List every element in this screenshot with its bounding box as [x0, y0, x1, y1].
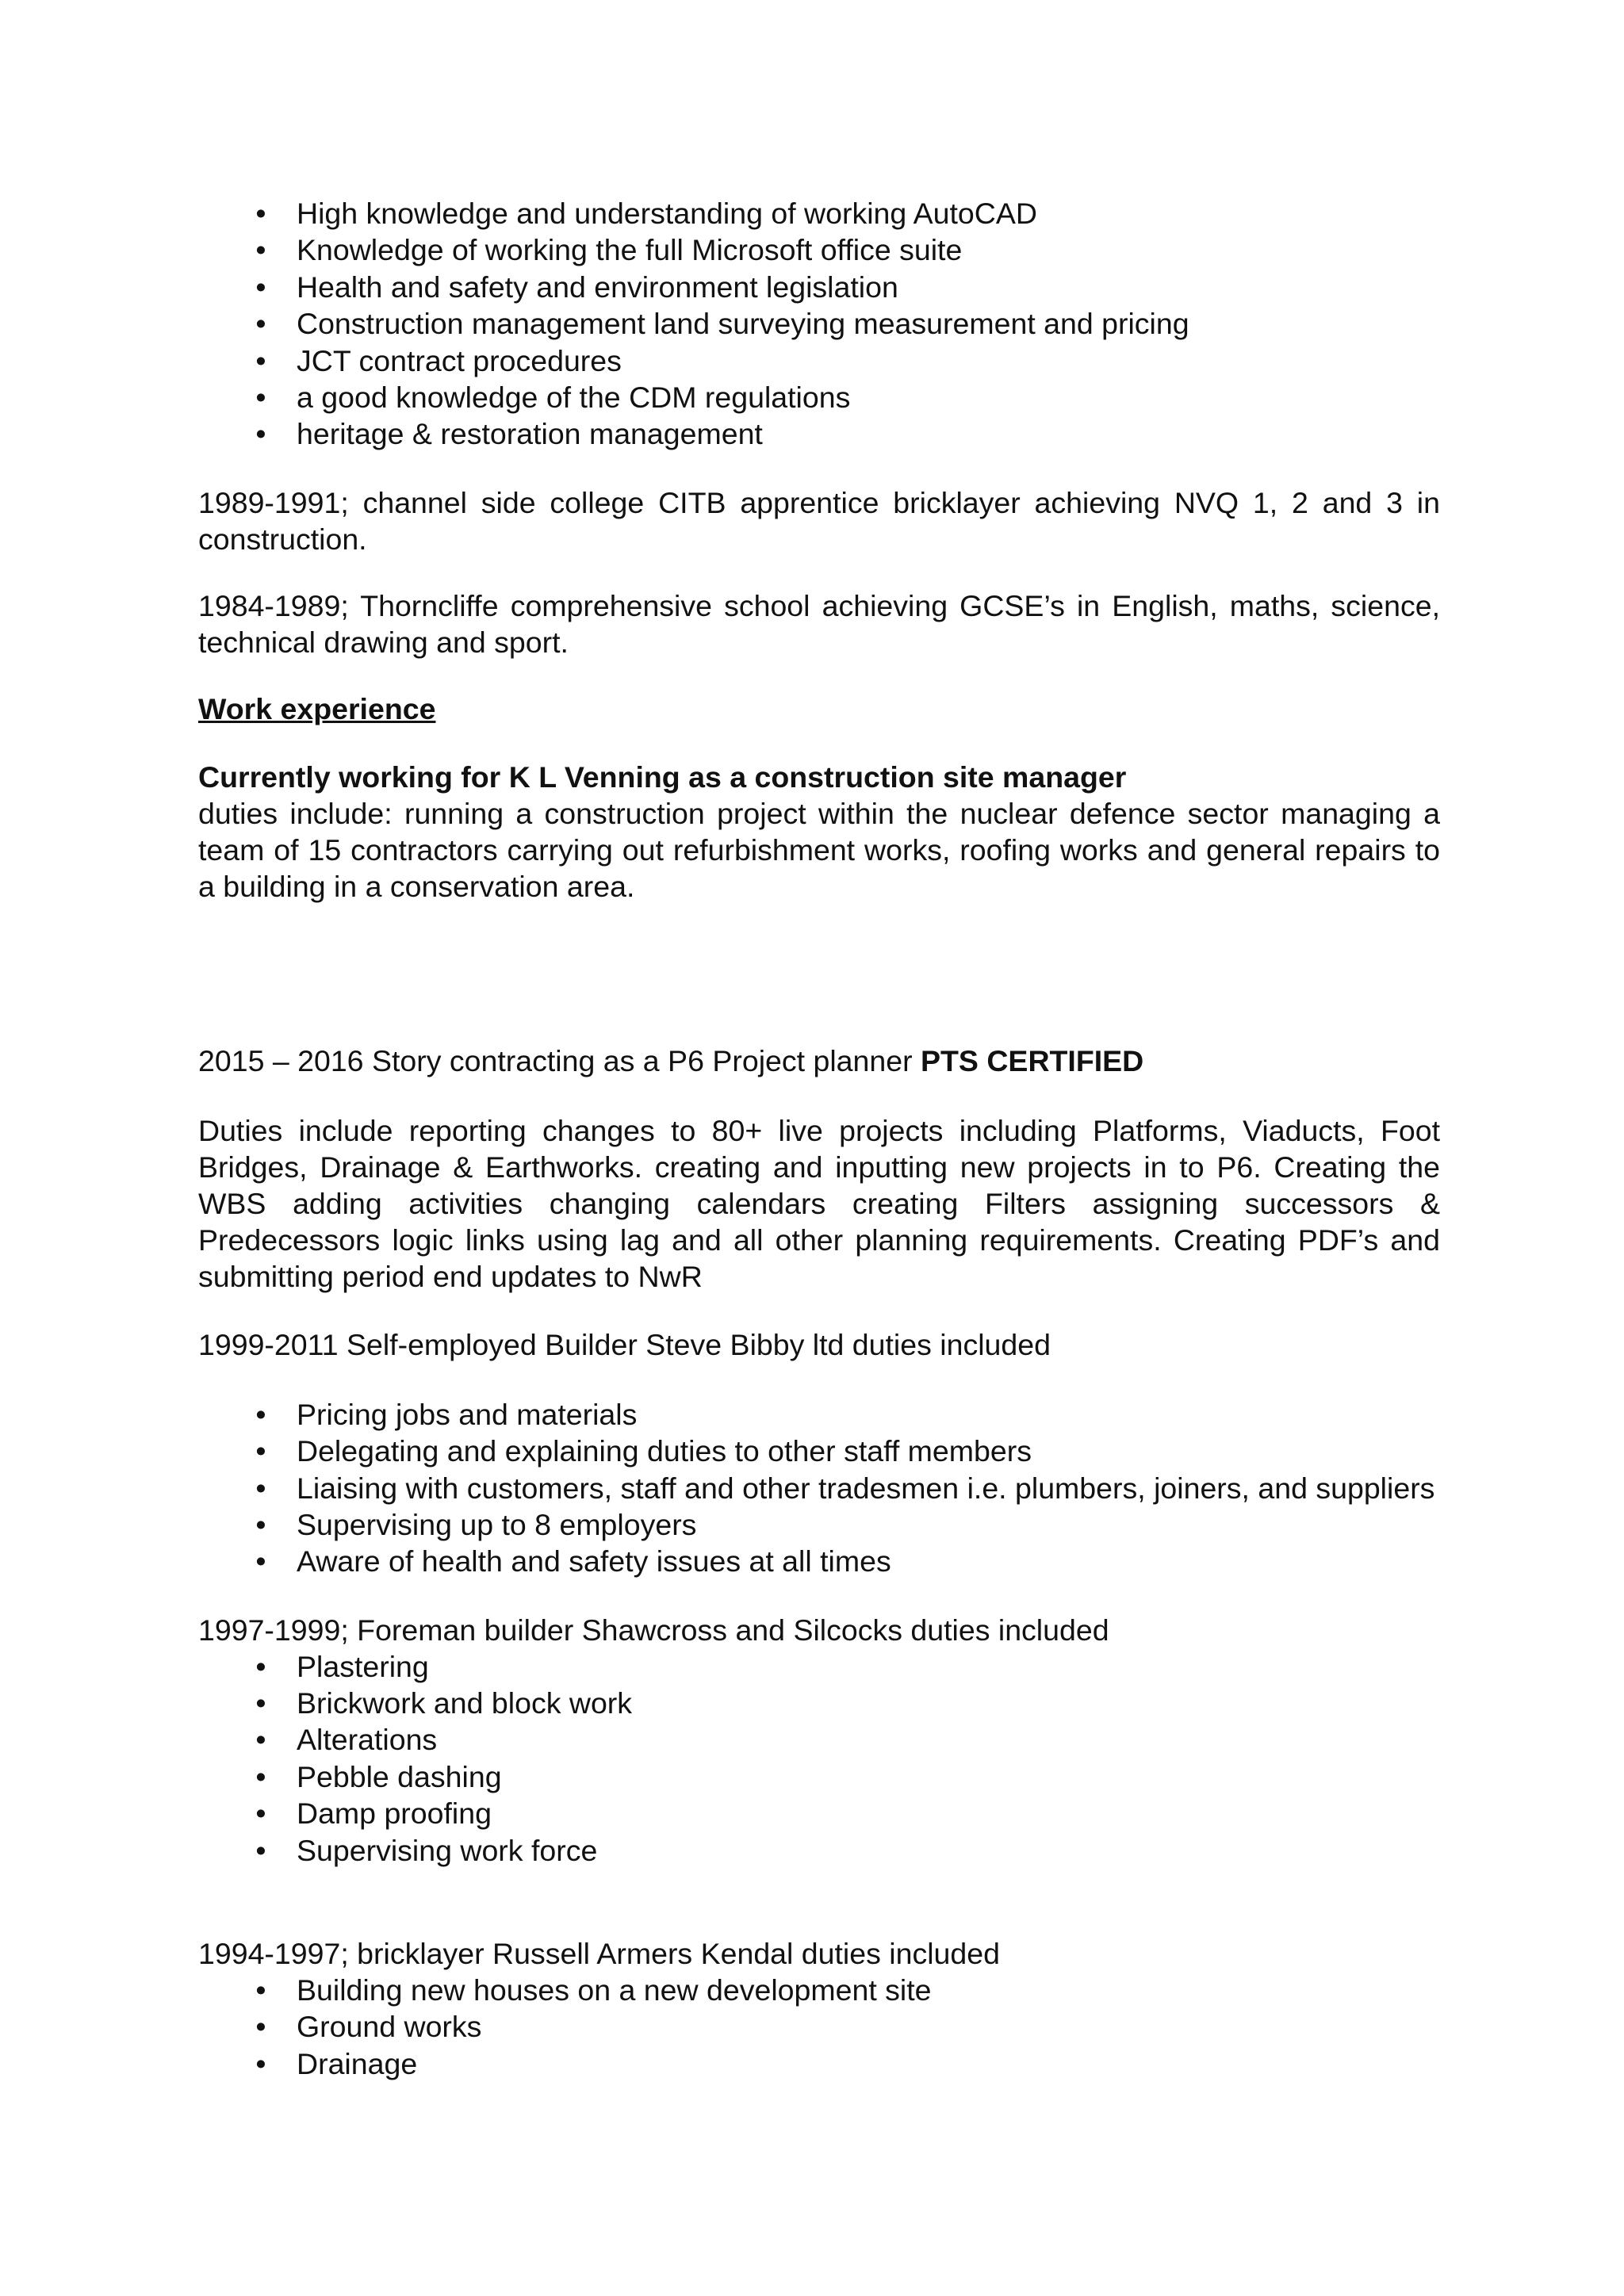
duty-text: Pebble dashing — [297, 1759, 502, 1793]
duty-text: Plastering — [297, 1649, 429, 1683]
story-certified-badge: PTS CERTIFIED — [921, 1043, 1144, 1077]
bullet-icon: • — [255, 1397, 266, 1431]
bullet-icon: • — [255, 1759, 266, 1793]
skills-list — [198, 195, 1440, 453]
list-item — [198, 1758, 1440, 1795]
list-item — [198, 2045, 1440, 2082]
list-item — [198, 1470, 1440, 1506]
duty-text: Drainage — [297, 2046, 418, 2080]
bullet-icon: • — [255, 270, 266, 304]
list-item — [198, 232, 1440, 268]
list-item — [198, 195, 1440, 232]
current-job-duties: duties include: running a construction project within the nuclear defence sector managing a team of 15 contractors carrying out refurbishment works, roofing works and general repairs to a building in a conservation area. — [198, 796, 1440, 903]
bullet-icon: • — [255, 1507, 266, 1541]
duty-text: Delegating and explaining duties to other staff members — [297, 1434, 1032, 1468]
bullet-icon: • — [255, 1434, 266, 1468]
bullet-icon: • — [255, 307, 266, 341]
skill-text: Construction management land surveying measurement and pricing — [297, 307, 1189, 341]
duty-text: Brickwork and block work — [297, 1686, 633, 1720]
list-item — [198, 342, 1440, 379]
current-job-title: Currently working for K L Venning as a construction site manager — [198, 760, 1127, 794]
work-experience-heading: Work experience — [198, 691, 436, 725]
list-item — [198, 2008, 1440, 2045]
bibby-duties-list — [198, 1396, 1440, 1580]
list-item — [198, 379, 1440, 415]
bullet-icon: • — [255, 1833, 266, 1867]
story-job-title — [198, 1043, 1440, 1079]
bibby-job-title: 1999-2011 Self-employed Builder Steve Bibby ltd duties included — [198, 1327, 1051, 1361]
armers-duties-list — [198, 1972, 1440, 2082]
skill-text: Health and safety and environment legislation — [297, 270, 898, 304]
story-job-title-text: 2015 – 2016 Story contracting as a P6 Project planner — [198, 1043, 921, 1077]
skill-text: a good knowledge of the CDM regulations — [297, 380, 851, 414]
duty-text: Alterations — [297, 1723, 438, 1757]
skill-text: JCT contract procedures — [297, 343, 622, 377]
education-college: 1989-1991; channel side college CITB apprentice bricklayer achieving NVQ 1, 2 and 3 in construction. — [198, 485, 1440, 556]
story-job-duties: Duties include reporting changes to 80+ live projects including Platforms, Viaducts, Foot Bridges, Drainage & Earthworks. creating and inputting new projects in to P6. Creating the WBS adding activities changing calendars creating Filters assigning successors & Predecessors logic links using lag and all other planning requirements. Creating PDF’s and submitting period end updates to NwR — [198, 1113, 1440, 1293]
bullet-icon: • — [255, 380, 266, 414]
duty-text: Damp proofing — [297, 1797, 492, 1831]
list-item — [198, 1506, 1440, 1543]
bullet-icon: • — [255, 1723, 266, 1757]
bullet-icon: • — [255, 233, 266, 267]
bullet-icon: • — [255, 2046, 266, 2080]
bullet-icon: • — [255, 1973, 266, 2007]
list-item — [198, 1832, 1440, 1869]
bullet-icon: • — [255, 197, 266, 230]
duty-text: Supervising up to 8 employers — [297, 1507, 697, 1541]
list-item — [198, 1648, 1440, 1685]
cv-page — [198, 195, 1440, 2082]
bullet-icon: • — [255, 343, 266, 377]
bullet-icon: • — [255, 1649, 266, 1683]
education-school: 1984-1989; Thorncliffe comprehensive school achieving GCSE’s in English, maths, science, technical drawing and sport. — [198, 588, 1440, 659]
list-item — [198, 269, 1440, 305]
list-item — [198, 1795, 1440, 1831]
bullet-icon: • — [255, 2010, 266, 2044]
bullet-icon: • — [255, 1471, 266, 1505]
list-item — [198, 1972, 1440, 2008]
skill-text: Knowledge of working the full Microsoft office suite — [297, 233, 963, 267]
shawcross-duties-list — [198, 1648, 1440, 1869]
bullet-icon: • — [255, 417, 266, 451]
duty-text: Building new houses on a new development site — [297, 1973, 932, 2007]
duty-text: Ground works — [297, 2010, 482, 2044]
list-item — [198, 1396, 1440, 1433]
duty-text: Liaising with customers, staff and other tradesmen i.e. plumbers, joiners, and suppliers — [297, 1471, 1435, 1505]
list-item — [198, 1433, 1440, 1469]
list-item — [198, 305, 1440, 342]
list-item — [198, 1721, 1440, 1758]
list-item — [198, 1543, 1440, 1579]
duty-text: Pricing jobs and materials — [297, 1397, 638, 1431]
skill-text: heritage & restoration management — [297, 417, 763, 451]
armers-job-title: 1994-1997; bricklayer Russell Armers Kendal duties included — [198, 1937, 1000, 1971]
list-item — [198, 415, 1440, 452]
bullet-icon: • — [255, 1797, 266, 1831]
list-item — [198, 1685, 1440, 1721]
bullet-icon: • — [255, 1544, 266, 1578]
skill-text: High knowledge and understanding of working AutoCAD — [297, 197, 1037, 230]
duty-text: Aware of health and safety issues at all times — [297, 1544, 891, 1578]
bullet-icon: • — [255, 1686, 266, 1720]
shawcross-job-title: 1997-1999; Foreman builder Shawcross and Silcocks duties included — [198, 1613, 1109, 1647]
duty-text: Supervising work force — [297, 1833, 598, 1867]
